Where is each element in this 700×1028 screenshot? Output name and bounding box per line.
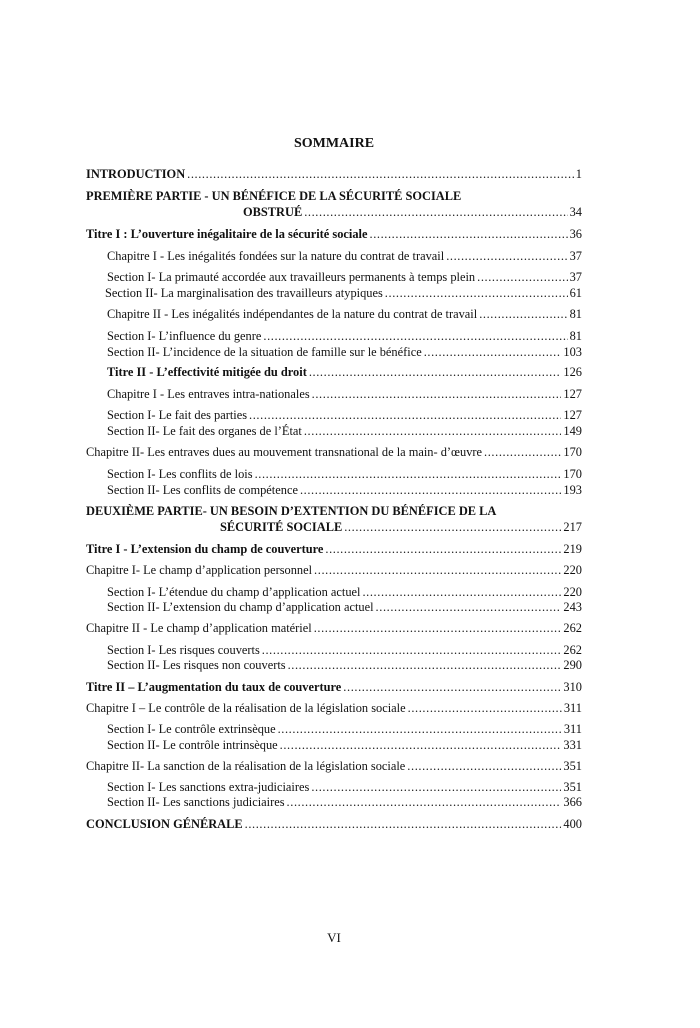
toc-entry-label: Chapitre I – Le contrôle de la réalisation de la législation sociale xyxy=(86,701,406,715)
dot-leader xyxy=(362,584,561,600)
toc-entry xyxy=(86,226,582,242)
toc-entry-page: 220 xyxy=(563,563,582,577)
toc-entry-label: Section I- Les conflits de lois xyxy=(107,467,253,481)
toc-entry xyxy=(86,816,582,832)
toc-entry-heading-line: DEUXIÈME PARTIE- UN BESOIN D’EXTENTION DU BÉNÉFICE DE LA xyxy=(86,504,497,518)
toc-entry-label: Chapitre II - Le champ d’application matériel xyxy=(86,621,312,635)
toc-entry-label: Section I- Le contrôle extrinsèque xyxy=(107,722,276,736)
toc-entry-label: OBSTRUÉ xyxy=(243,205,303,219)
toc-entry xyxy=(86,562,582,578)
toc-entry-heading-line: PREMIÈRE PARTIE - UN BÉNÉFICE DE LA SÉCURITÉ SOCIALE xyxy=(86,189,462,203)
toc-entry xyxy=(86,700,582,716)
dot-leader xyxy=(311,779,561,795)
dot-leader xyxy=(314,620,562,636)
toc-entry-page: 81 xyxy=(569,307,582,321)
toc-entry xyxy=(86,758,582,774)
toc-entry-label: Chapitre II- Les entraves dues au mouvement transnational de la main- d’œuvre xyxy=(86,445,483,459)
dot-leader xyxy=(304,423,562,439)
toc-entry-page: 37 xyxy=(569,249,582,263)
toc-entry xyxy=(243,204,582,220)
dot-leader xyxy=(280,737,562,753)
toc-entry-page: 61 xyxy=(569,286,582,300)
toc-entry-page: 219 xyxy=(563,542,582,556)
toc-entry-label: Section I- L’étendue du champ d’application actuel xyxy=(107,585,361,599)
toc-entry xyxy=(107,423,582,439)
dot-leader xyxy=(385,285,568,301)
dot-leader xyxy=(262,642,562,658)
toc-entry xyxy=(86,620,582,636)
dot-leader xyxy=(245,816,562,832)
toc-entry-page: 310 xyxy=(563,680,582,694)
dot-leader xyxy=(370,226,568,242)
toc-entry-label: Section II- Les risques non couverts xyxy=(107,658,286,672)
toc-entry-page: 170 xyxy=(563,445,582,459)
toc-entry-page: 37 xyxy=(569,270,582,284)
toc-entry xyxy=(107,306,582,322)
toc-entry-label: Chapitre II- La sanction de la réalisation de la législation sociale xyxy=(86,759,406,773)
toc-entry-page: 127 xyxy=(563,408,582,422)
toc-entry-page: 220 xyxy=(563,585,582,599)
toc-entry xyxy=(107,599,582,615)
dot-leader xyxy=(484,444,561,460)
dot-leader xyxy=(288,657,562,673)
toc-entry-label: Section II- Le contrôle intrinsèque xyxy=(107,738,278,752)
toc-entry xyxy=(107,344,582,360)
page-number: VI xyxy=(327,930,341,945)
toc-entry-label: CONCLUSION GÉNÉRALE xyxy=(86,817,243,831)
toc-entry xyxy=(107,248,582,264)
toc-entry-page: 103 xyxy=(563,345,582,359)
toc-entry-label: Section II- Les conflits de compétence xyxy=(107,483,298,497)
dot-leader xyxy=(407,758,561,774)
dot-leader xyxy=(278,721,562,737)
toc-entry-label: Section II- Les sanctions judiciaires xyxy=(107,795,285,809)
toc-entry-label: SÉCURITÉ SOCIALE xyxy=(220,520,343,534)
toc-entry-page: 351 xyxy=(563,780,582,794)
toc-entry-page: 81 xyxy=(569,329,582,343)
toc-entry-page: 170 xyxy=(563,467,582,481)
toc-entry-label: Section I- La primauté accordée aux travailleurs permanents à temps plein xyxy=(107,270,476,284)
toc-entry-page: 34 xyxy=(569,205,582,219)
toc-entry-page: 351 xyxy=(563,759,582,773)
toc-entry-page: 149 xyxy=(563,424,582,438)
toc-entry-label: INTRODUCTION xyxy=(86,167,186,181)
toc-entry xyxy=(107,737,582,753)
toc-entry-label: Chapitre I - Les entraves intra-nationales xyxy=(107,387,310,401)
dot-leader xyxy=(187,166,574,182)
toc-entry xyxy=(107,779,582,795)
toc-entry-label: Chapitre I- Le champ d’application personnel xyxy=(86,563,313,577)
toc-entry-label: Section II- Le fait des organes de l’État xyxy=(107,424,302,438)
toc-entry xyxy=(86,166,582,182)
dot-leader xyxy=(263,328,567,344)
toc-entry xyxy=(107,657,582,673)
dot-leader xyxy=(446,248,567,264)
toc-entry xyxy=(107,364,582,380)
toc-entry-label: Section I- L’influence du genre xyxy=(107,329,262,343)
toc-entry xyxy=(107,407,582,423)
toc-entry-page: 193 xyxy=(563,483,582,497)
toc-entry-label: Titre I : L’ouverture inégalitaire de la sécurité sociale xyxy=(86,227,368,241)
toc-entry xyxy=(107,721,582,737)
toc-entry-label: Titre II - L’effectivité mitigée du droit xyxy=(107,365,307,379)
dot-leader xyxy=(408,700,562,716)
toc-entry-page: 311 xyxy=(563,701,582,715)
page-title: SOMMAIRE xyxy=(293,136,375,151)
toc-entry xyxy=(107,794,582,810)
toc-entry-label: Titre II – L’augmentation du taux de couverture xyxy=(86,680,342,694)
toc-entry xyxy=(107,269,582,285)
toc-entry-label: Chapitre I - Les inégalités fondées sur la nature du contrat de travail xyxy=(107,249,445,263)
toc-entry xyxy=(107,482,582,498)
toc-entry-page: 311 xyxy=(563,722,582,736)
dot-leader xyxy=(309,364,562,380)
toc-entry-label: Section I- Les sanctions extra-judiciaires xyxy=(107,780,310,794)
dot-leader xyxy=(287,794,562,810)
dot-leader xyxy=(424,344,562,360)
toc-entry-label: Section II- L’incidence de la situation de famille sur le bénéfice xyxy=(107,345,422,359)
toc-entry-label: Section I- Le fait des parties xyxy=(107,408,248,422)
toc-entry-page: 262 xyxy=(563,643,582,657)
dot-leader xyxy=(312,386,562,402)
toc-entry-label: Section II- La marginalisation des travailleurs atypiques xyxy=(105,286,383,300)
toc-entry-label: Chapitre II - Les inégalités indépendantes de la nature du contrat de travail xyxy=(107,307,478,321)
toc-entry xyxy=(86,444,582,460)
toc-entry-label: Titre I - L’extension du champ de couverture xyxy=(86,542,324,556)
dot-leader xyxy=(249,407,561,423)
toc-entry xyxy=(86,541,582,557)
toc-entry-page: 36 xyxy=(569,227,582,241)
toc-entry-page: 217 xyxy=(563,520,582,534)
dot-leader xyxy=(343,679,561,695)
dot-leader xyxy=(477,269,567,285)
dot-leader xyxy=(376,599,562,615)
toc-entry xyxy=(86,679,582,695)
toc-entry xyxy=(220,519,582,535)
toc-entry xyxy=(105,285,582,301)
toc-entry xyxy=(107,328,582,344)
dot-leader xyxy=(300,482,561,498)
toc-entry xyxy=(107,584,582,600)
toc-entry-page: 262 xyxy=(563,621,582,635)
dot-leader xyxy=(255,466,562,482)
toc-entry-page: 1 xyxy=(575,167,582,181)
dot-leader xyxy=(325,541,561,557)
dot-leader xyxy=(314,562,561,578)
toc-entry-label: Section II- L’extension du champ d’application actuel xyxy=(107,600,374,614)
toc-entry-page: 366 xyxy=(563,795,582,809)
dot-leader xyxy=(344,519,561,535)
dot-leader xyxy=(304,204,567,220)
toc-entry-page: 290 xyxy=(563,658,582,672)
toc-entry xyxy=(107,642,582,658)
toc-entry-label: Section I- Les risques couverts xyxy=(107,643,260,657)
dot-leader xyxy=(479,306,567,322)
toc-entry-page: 126 xyxy=(563,365,582,379)
toc-entry-page: 243 xyxy=(563,600,582,614)
toc-entry-page: 331 xyxy=(563,738,582,752)
toc-entry-page: 400 xyxy=(563,817,582,831)
toc-entry xyxy=(107,466,582,482)
toc-entry-page: 127 xyxy=(563,387,582,401)
toc-entry xyxy=(107,386,582,402)
